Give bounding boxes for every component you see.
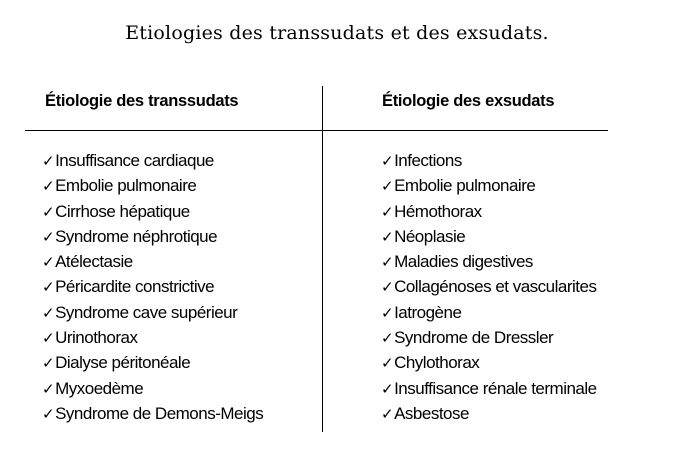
check-mark-icon: ✓ xyxy=(381,202,394,221)
list-item-label: Syndrome de Dressler xyxy=(394,328,554,348)
check-mark-icon: ✓ xyxy=(42,329,55,348)
header-exsudats: Étiologie des exsudats xyxy=(382,92,555,110)
list-item-label: Iatrogène xyxy=(394,302,462,322)
list-item xyxy=(42,350,263,375)
list-item-label: Insuffisance rénale terminale xyxy=(394,378,597,398)
list-item xyxy=(42,401,263,426)
list-item xyxy=(42,300,263,325)
check-mark-icon: ✓ xyxy=(42,278,55,297)
check-mark-icon: ✓ xyxy=(381,278,394,297)
list-item-label: Chylothorax xyxy=(394,353,480,373)
list-item-label: Asbestose xyxy=(394,403,469,423)
list-item-label: Collagénoses et vascularites xyxy=(394,277,597,297)
list-item xyxy=(381,199,597,224)
check-mark-icon: ✓ xyxy=(381,404,394,423)
check-mark-icon: ✓ xyxy=(381,177,394,196)
check-mark-icon: ✓ xyxy=(42,379,55,398)
list-item xyxy=(42,224,263,249)
document-title: Etiologies des transsudats et des exsudats. xyxy=(125,22,549,44)
list-item-label: Syndrome cave supérieur xyxy=(55,302,238,322)
list-item xyxy=(381,300,597,325)
list-item-label: Embolie pulmonaire xyxy=(394,176,536,196)
check-mark-icon: ✓ xyxy=(42,404,55,423)
list-item xyxy=(381,249,597,274)
check-mark-icon: ✓ xyxy=(42,354,55,373)
list-item xyxy=(42,173,263,198)
check-mark-icon: ✓ xyxy=(42,253,55,272)
exsudats-list xyxy=(381,148,597,426)
list-item xyxy=(42,274,263,299)
check-mark-icon: ✓ xyxy=(381,253,394,272)
list-item xyxy=(381,148,597,173)
check-mark-icon: ✓ xyxy=(42,177,55,196)
list-item-label: Urinothorax xyxy=(55,328,138,348)
list-item xyxy=(381,325,597,350)
check-mark-icon: ✓ xyxy=(42,227,55,246)
list-item-label: Hémothorax xyxy=(394,201,482,221)
check-mark-icon: ✓ xyxy=(381,354,394,373)
header-transsudats: Étiologie des transsudats xyxy=(45,92,239,110)
check-mark-icon: ✓ xyxy=(381,152,394,170)
list-item-label: Dialyse péritonéale xyxy=(55,353,191,373)
list-item xyxy=(42,376,263,401)
list-item xyxy=(42,325,263,350)
list-item-label: Cirrhose hépatique xyxy=(55,201,190,221)
list-item-label: Syndrome de Demons-Meigs xyxy=(55,403,264,423)
check-mark-icon: ✓ xyxy=(381,379,394,398)
list-item xyxy=(381,401,597,426)
list-item-label: Insuffisance cardiaque xyxy=(55,151,214,170)
list-item xyxy=(381,376,597,401)
column-divider xyxy=(322,86,323,432)
transsudats-list xyxy=(42,148,263,426)
list-item-label: Embolie pulmonaire xyxy=(55,176,197,196)
check-mark-icon: ✓ xyxy=(381,227,394,246)
check-mark-icon: ✓ xyxy=(381,329,394,348)
list-item xyxy=(42,199,263,224)
list-item-label: Atélectasie xyxy=(55,252,133,272)
header-divider xyxy=(25,130,608,131)
list-item-label: Péricardite constrictive xyxy=(55,277,215,297)
check-mark-icon: ✓ xyxy=(42,202,55,221)
check-mark-icon: ✓ xyxy=(381,303,394,322)
list-item xyxy=(381,173,597,198)
list-item xyxy=(42,249,263,274)
list-item-label: Syndrome néphrotique xyxy=(55,226,218,246)
check-mark-icon: ✓ xyxy=(42,303,55,322)
check-mark-icon: ✓ xyxy=(42,152,55,170)
list-item xyxy=(381,274,597,299)
list-item-label: Myxoedème xyxy=(55,378,144,398)
list-item-label: Néoplasie xyxy=(394,226,466,246)
list-item-label: Infections xyxy=(394,151,462,170)
list-item xyxy=(381,224,597,249)
list-item xyxy=(42,148,263,173)
list-item xyxy=(381,350,597,375)
list-item-label: Maladies digestives xyxy=(394,252,533,272)
